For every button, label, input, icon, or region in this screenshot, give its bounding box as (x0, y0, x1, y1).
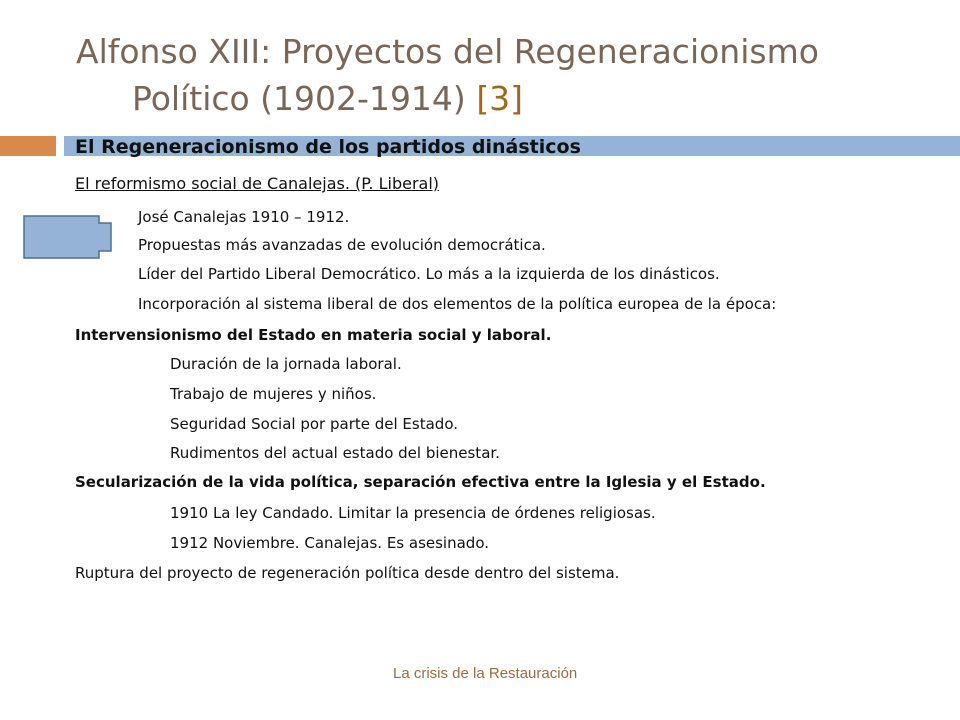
title-line-2 (76, 75, 936, 122)
list-item: Seguridad Social por parte del Estado. (170, 415, 459, 433)
list-item: Rudimentos del actual estado del bienestar. (170, 444, 500, 462)
list-item: 1910 La ley Candado. Limitar la presencia de órdenes religiosas. (170, 504, 656, 522)
list-item: Incorporación al sistema liberal de dos elementos de la política europea de la época: (138, 295, 777, 313)
title-number: [3] (476, 79, 524, 118)
list-item: Ruptura del proyecto de regeneración política desde dentro del sistema. (75, 564, 620, 582)
arrow-pointer-icon (23, 215, 113, 259)
list-item-heading: Secularización de la vida política, separación efectiva entre la Iglesia y el Estado. (75, 473, 766, 491)
list-item: Líder del Partido Liberal Democrático. Lo más a la izquierda de los dinásticos. (138, 265, 720, 283)
title-period: Político (1902-1914) (132, 79, 466, 118)
section-heading: El Regeneracionismo de los partidos dinásticos (75, 136, 581, 158)
accent-band-orange (0, 136, 56, 156)
list-item: José Canalejas 1910 – 1912. (138, 208, 350, 226)
list-item: Trabajo de mujeres y niños. (170, 385, 377, 403)
title-line-1: Alfonso XIII: Proyectos del Regeneracionismo (76, 32, 819, 71)
subheading: El reformismo social de Canalejas. (P. Liberal) (75, 174, 440, 193)
list-item: Propuestas más avanzadas de evolución democrática. (138, 236, 546, 254)
list-item: Duración de la jornada laboral. (170, 355, 402, 373)
list-item: 1912 Noviembre. Canalejas. Es asesinado. (170, 534, 489, 552)
slide-title (76, 28, 936, 122)
footer: La crisis de la Restauración (393, 665, 578, 682)
list-item-heading: Intervensionismo del Estado en materia social y laboral. (75, 326, 552, 344)
